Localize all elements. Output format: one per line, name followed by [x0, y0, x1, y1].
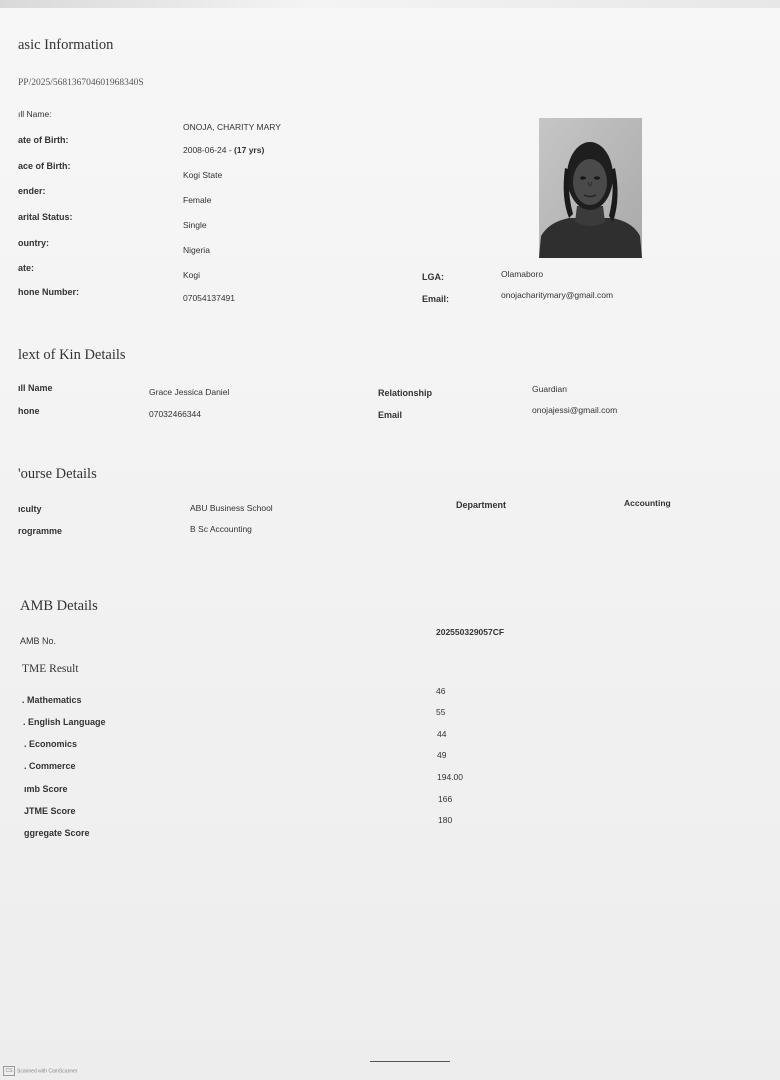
lga-label: LGA: — [422, 272, 444, 282]
department-label: Department — [456, 500, 507, 510]
aggregate-score-label: ggregate Score — [24, 828, 90, 838]
kin-name-value: Grace Jessica Daniel — [149, 387, 230, 397]
gender-value: Female — [183, 195, 212, 205]
basic-info-heading: asic Information — [18, 37, 114, 53]
phone-value: 07054137491 — [183, 293, 236, 303]
state-value: Kogi — [183, 270, 201, 280]
phone-label: hone Number: — [18, 287, 80, 297]
portrait-image — [539, 118, 642, 258]
gender-label: ender: — [18, 186, 46, 196]
subject-economics-value: 44 — [437, 729, 447, 739]
full-name-label: ıll Name: — [18, 109, 52, 119]
department-value: Accounting — [624, 498, 671, 508]
kin-phone-value: 07032466344 — [149, 409, 202, 419]
kin-name-label: ıll Name — [18, 383, 53, 393]
pob-label: ace of Birth: — [18, 161, 71, 171]
subject-english-value: 55 — [436, 707, 446, 717]
utme-score-value: 166 — [438, 794, 453, 804]
passport-photo — [539, 118, 642, 258]
course-heading-text: ourse Details — [20, 466, 97, 482]
course-heading: 'ourse Details — [18, 466, 97, 482]
page-edge-line — [370, 1061, 450, 1062]
jamb-no-value: 202550329057CF — [436, 627, 505, 637]
dob-label: ate of Birth: — [18, 135, 69, 145]
camscanner-icon: CS — [3, 1066, 15, 1076]
kin-heading: lext of Kin Details — [18, 347, 126, 363]
jamb-score-value: 194.00 — [437, 772, 463, 782]
subject-commerce-label: . Commerce — [24, 761, 76, 771]
jamb-heading: AMB Details — [20, 598, 98, 614]
email-value: onojacharitymary@gmail.com — [501, 290, 614, 300]
utme-score-label: JTME Score — [24, 806, 76, 816]
dob-value — [183, 145, 264, 155]
jamb-no-label: AMB No. — [20, 636, 57, 646]
faculty-label: ıculty — [18, 504, 42, 514]
subject-economics-label: . Economics — [24, 739, 78, 749]
application-ref: PP/2025/568136704601968340S — [18, 78, 144, 88]
utme-result-heading: TME Result — [22, 663, 79, 675]
pob-value: Kogi State — [183, 170, 223, 180]
subject-mathematics-value: 46 — [436, 686, 446, 696]
lga-value: Olamaboro — [501, 269, 544, 279]
full-name-value: ONOJA, CHARITY MARY — [183, 122, 281, 132]
kin-relationship-value: Guardian — [532, 384, 567, 394]
subject-mathematics-label: . Mathematics — [22, 695, 82, 705]
state-label: ate: — [18, 263, 35, 273]
programme-label: rogramme — [18, 526, 63, 536]
kin-phone-label: hone — [18, 406, 40, 416]
marital-value: Single — [183, 220, 207, 230]
subject-english-label: . English Language — [23, 717, 106, 727]
aggregate-score-value: 180 — [438, 815, 453, 825]
scanner-text: Scanned with CamScanner — [17, 1068, 78, 1075]
kin-relationship-label: Relationship — [378, 388, 433, 398]
dob-date: 2008-06-24 - — [183, 145, 232, 155]
faculty-value: ABU Business School — [190, 503, 273, 513]
subject-commerce-value: 49 — [437, 750, 447, 760]
top-shadow — [0, 0, 780, 8]
scanner-watermark — [3, 1066, 78, 1076]
dob-age: (17 yrs) — [234, 145, 265, 155]
kin-email-label: Email — [378, 410, 403, 420]
email-label: Email: — [422, 294, 450, 304]
country-value: Nigeria — [183, 245, 210, 255]
marital-label: arital Status: — [18, 212, 73, 222]
kin-email-value: onojajessi@gmail.com — [532, 405, 618, 415]
programme-value: B Sc Accounting — [190, 524, 252, 534]
country-label: ountry: — [18, 238, 49, 248]
jamb-score-label: ımb Score — [24, 784, 68, 794]
